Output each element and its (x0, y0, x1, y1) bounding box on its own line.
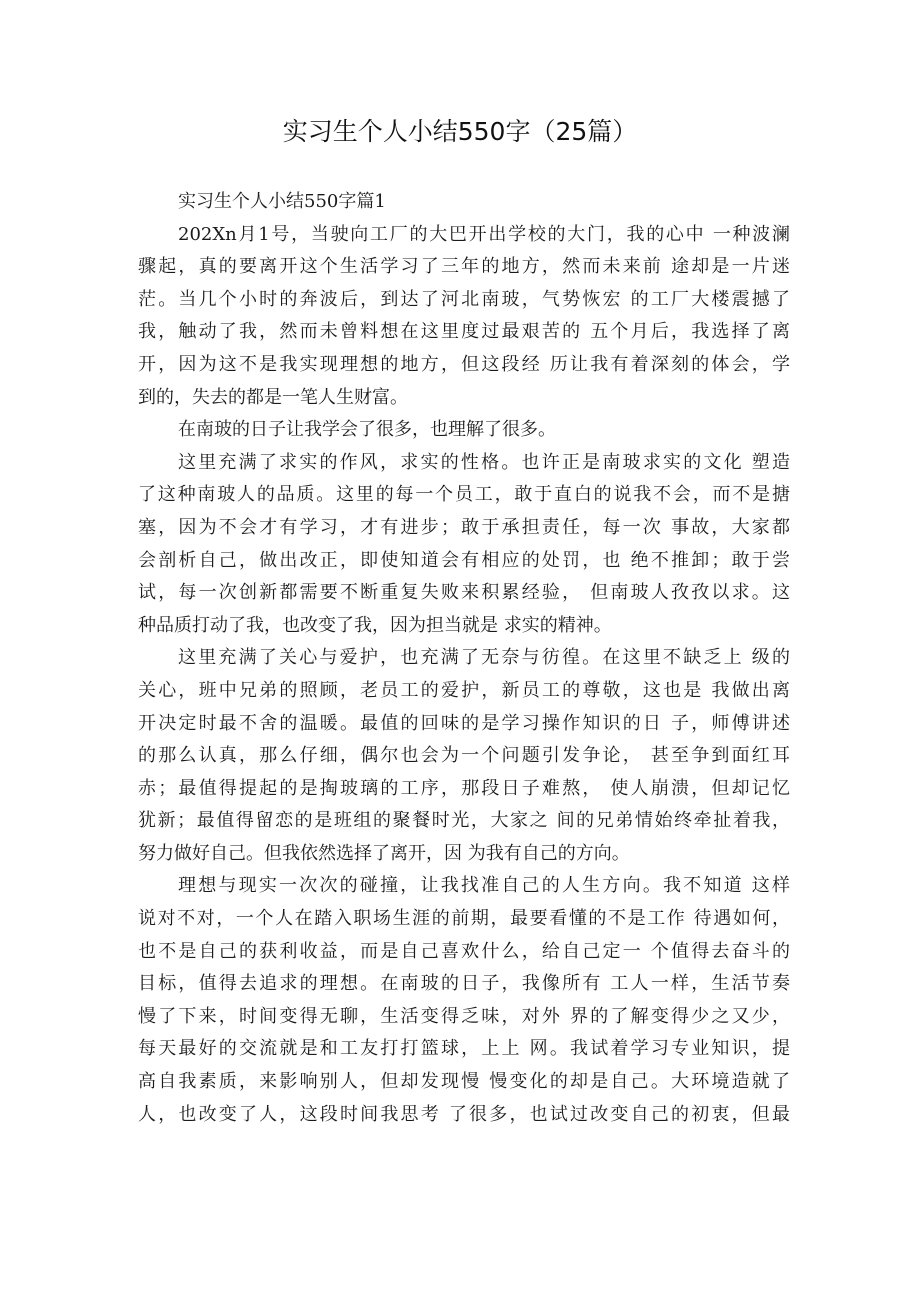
paragraph-line: 说对不对，一个人在踏入职场生涯的前期，最要看懂的不是工作 待遇如何， (138, 908, 790, 930)
paragraph-2 (138, 414, 790, 447)
paragraph-line: 骤起，真的要离开这个生活学习了三年的地方，然而未来前 途却是一片迷 (138, 256, 790, 278)
paragraph-line: 高自我素质，来影响别人，但却发现慢 慢变化的却是自己。大环境造就了 (138, 1071, 790, 1093)
paragraph-line: 的那么认真，那么仔细，偶尔也会为一个问题引发争论， 甚至争到面红耳 (138, 745, 790, 767)
paragraph-line: 也不是自己的获利收益，而是自己喜欢什么，给自己定一 个值得去奋斗的 (138, 940, 790, 962)
paragraph-1 (138, 219, 790, 415)
section-heading: 实习生个人小结550字篇1 (178, 191, 386, 212)
document-body (138, 186, 790, 1131)
paragraph-line: 了这种南玻人的品质。这里的每一个员工，敢于直白的说我不会，而不是搪 (138, 484, 790, 506)
paragraph-line: 开，因为这不是我实现理想的地方，但这段经 历让我有着深刻的体会，学 (138, 353, 790, 375)
paragraph-line: 试，每一次创新都需要不断重复失败来积累经验， 但南玻人孜孜以求。这 (138, 582, 790, 604)
paragraph-line: 我，触动了我，然而未曾料想在这里度过最艰苦的 五个月后，我选择了离 (138, 321, 790, 343)
paragraph-line: 种品质打动了我，也改变了我，因为担当就是 求实的精神。 (138, 614, 612, 636)
paragraph-line: 每天最好的交流就是和工友打打篮球，上上 网。我试着学习专业知识，提 (138, 1038, 790, 1060)
paragraph-3 (138, 447, 790, 643)
paragraph-line: 会剖析自己，做出改正，即使知道会有相应的处罚，也 绝不推卸；敢于尝 (138, 549, 790, 571)
paragraph-line: 目标，值得去追求的理想。在南玻的日子，我像所有 工人一样，生活节奏 (138, 973, 790, 995)
document-title: 实习生个人小结550字（25篇） (282, 117, 638, 146)
paragraph-line: 犹新；最值得留恋的是班组的聚餐时光，大家之 间的兄弟情始终牵扯着我， (138, 810, 790, 832)
paragraph-line: 努力做好自己。但我依然选择了离开，因 为我有自己的方向。 (138, 842, 630, 864)
paragraph-line: 到的，失去的都是一笔人生财富。 (138, 386, 408, 408)
paragraph-line: 塞，因为不会才有学习，才有进步；敢于承担责任，每一次 事故，大家都 (138, 516, 790, 538)
paragraph-line: 人，也改变了人，这段时间我思考 了很多，也试过改变自己的初衷，但最 (138, 1103, 790, 1125)
paragraph-line: 202Xn月1号，当驶向工厂的大巴开出学校的大门，我的心中 一种波澜 (178, 223, 790, 245)
paragraph-line: 赤；最值得提起的是掏玻璃的工序，那段日子难熬， 使人崩溃，但却记忆 (138, 777, 790, 799)
paragraph-line: 慢了下来，时间变得无聊，生活变得乏味，对外 界的了解变得少之又少， (138, 1005, 790, 1027)
paragraph-line: 在南玻的日子让我学会了很多，也理解了很多。 (178, 419, 556, 441)
paragraph-line: 开决定时最不舍的温暖。最值的回味的是学习操作知识的日 子，师傅讲述 (138, 712, 790, 734)
paragraph-5 (138, 870, 790, 1131)
paragraph-line: 茫。当几个小时的奔波后，到达了河北南玻，气势恢宏 的工厂大楼震撼了 (138, 288, 790, 310)
paragraph-line: 这里充满了关心与爱护，也充满了无奈与彷徨。在这里不缺乏上 级的 (178, 647, 790, 669)
paragraph-line: 理想与现实一次次的碰撞，让我找准自己的人生方向。我不知道 这样 (178, 875, 790, 897)
paragraph-line: 关心，班中兄弟的照顾，老员工的爱护，新员工的尊敬，这也是 我做出离 (138, 679, 790, 701)
paragraph-4 (138, 642, 790, 870)
paragraph-line: 这里充满了求实的作风，求实的性格。也许正是南玻求实的文化 塑造 (178, 451, 790, 473)
